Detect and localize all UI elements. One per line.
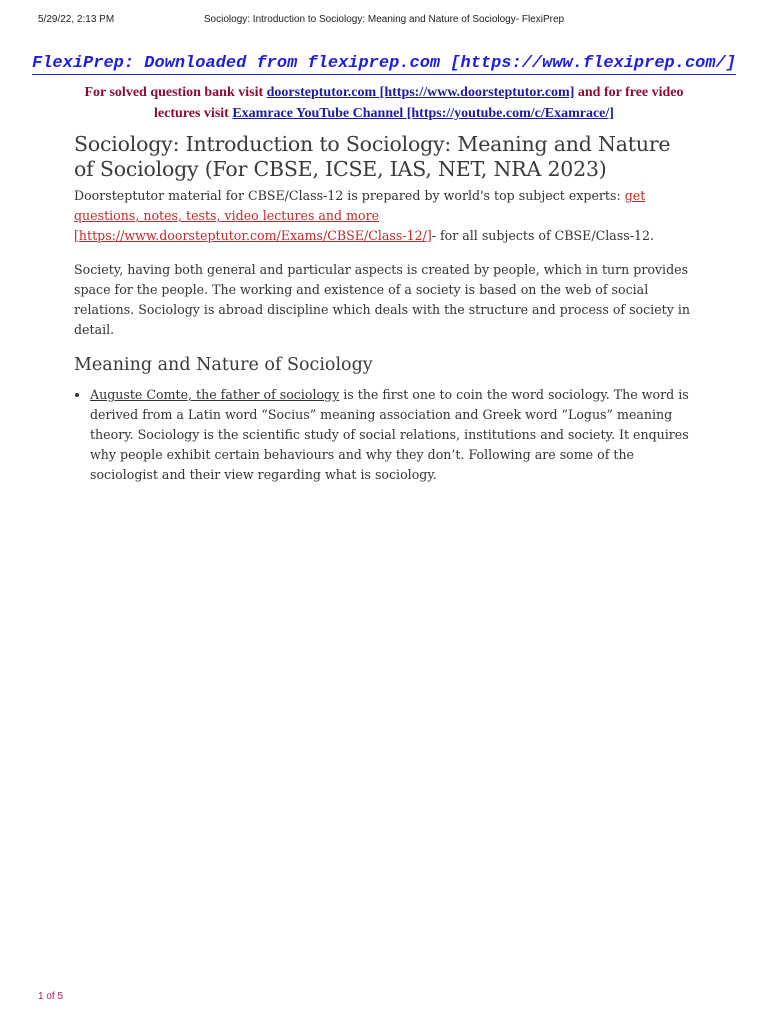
promo-notice [60, 82, 708, 124]
promo-text-1: For solved question bank visit [84, 85, 267, 100]
examrace-youtube-link[interactable]: Examrace YouTube Channel [https://youtube.com/c/Examrace/] [232, 106, 614, 121]
bullet-list [74, 385, 696, 485]
intro-paragraph [74, 186, 696, 246]
promo-text-2: and for free video lectures visit [154, 85, 684, 121]
intro-text: Doorsteptutor material for CBSE/Class-12 is prepared by world's top subject experts: [74, 188, 625, 203]
doorsteptutor-link[interactable]: doorsteptutor.com [https://www.doorsteptutor.com] [266, 85, 575, 100]
section-heading: Meaning and Nature of Sociology [74, 355, 373, 375]
auguste-comte-reference: Auguste Comte, the father of sociology [90, 387, 340, 402]
print-datetime: 5/29/22, 2:13 PM [38, 14, 115, 25]
society-paragraph: Society, having both general and particular aspects is created by people, which in turn provides space for the people. The working and existence of a society is based on the web of social relations. Sociology is abroad discipline which deals with the structure and process of society in detail. [74, 262, 690, 337]
flexiprep-banner-text[interactable]: FlexiPrep: Downloaded from flexiprep.com [https://www.flexiprep.com/] [32, 54, 736, 73]
article-title: Sociology: Introduction to Sociology: Meaning and Nature of Sociology (For CBSE, ICSE, IAS, NET, NRA 2023) [74, 132, 671, 181]
study-material-link[interactable]: get questions, notes, tests, video lectures and more [https://www.doorsteptutor.com/Exams/CBSE/Class-12/] [74, 188, 646, 243]
page-indicator: 1 of 5 [38, 991, 64, 1002]
article-content [74, 132, 696, 485]
print-page-title: Sociology: Introduction to Sociology: Meaning and Nature of Sociology- FlexiPrep [203, 14, 565, 25]
list-item [90, 385, 696, 485]
flexiprep-banner[interactable] [0, 54, 768, 73]
intro-suffix: - for all subjects of CBSE/Class-12. [431, 228, 654, 243]
list-item-text: is the first one to coin the word sociology. The word is derived from a Latin word “Socius” meaning association and Greek word “Logus” meaning theory. Sociology is the scientific study of social relations, institutions and society. It enquires why people exhibit certain behaviours and why they don’t. Following are some of the sociologist and their view regarding what is sociology. [90, 387, 689, 482]
